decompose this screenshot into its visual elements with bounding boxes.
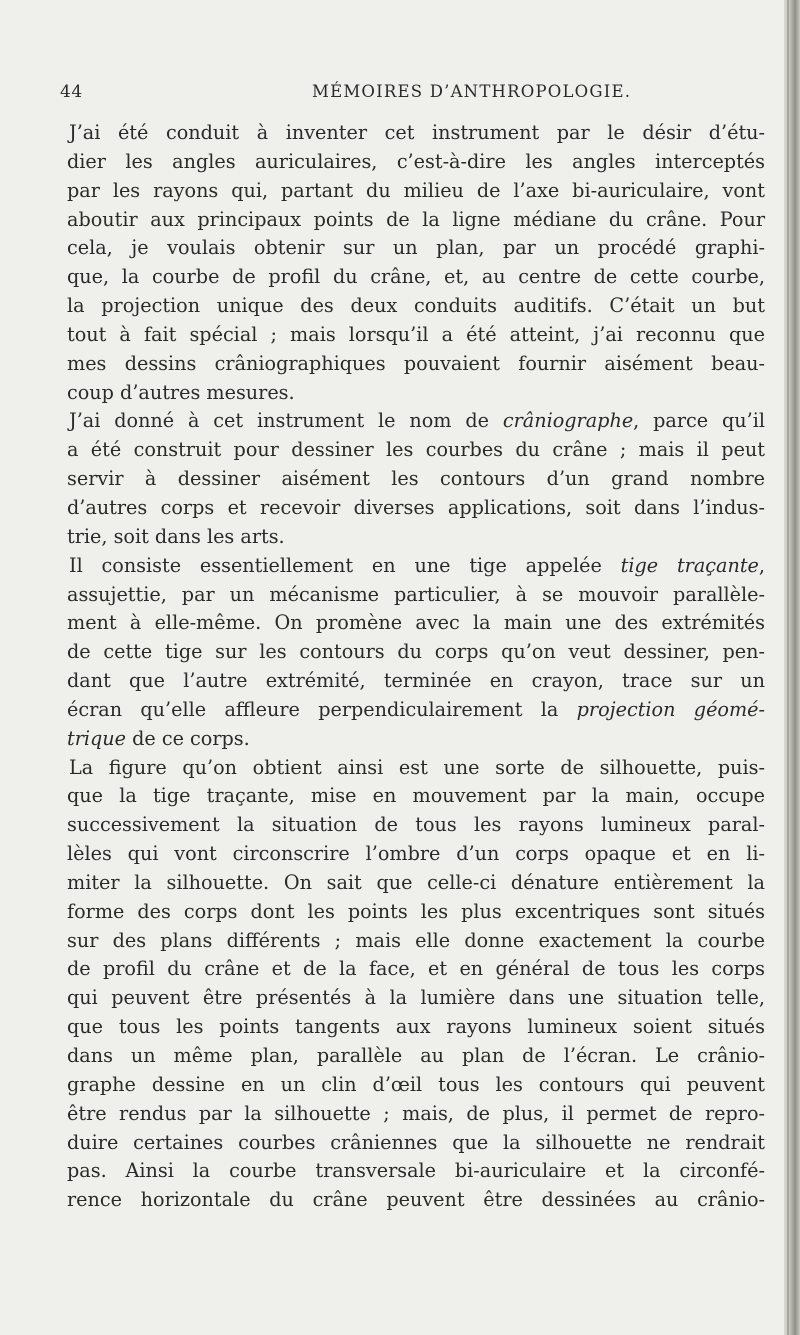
text-run: , xyxy=(758,553,765,577)
text-line: cela, je voulais obtenir sur un plan, par un procédé graphi- xyxy=(67,236,765,260)
text-line: dant que l’autre extrémité, terminée en crayon, trace sur un xyxy=(67,669,765,693)
italic-term: projection géomé- xyxy=(576,697,766,721)
text-line: servir à dessiner aisément les contours d’un grand nombre xyxy=(67,467,765,491)
text-line xyxy=(67,725,765,754)
text-run: de ce corps. xyxy=(126,726,250,750)
text-line: La figure qu’on obtient ainsi est une sorte de silhouette, puis- xyxy=(69,755,765,779)
text-line: que, la courbe de profil du crâne, et, au centre de cette courbe, xyxy=(67,265,765,289)
text-line xyxy=(67,407,765,436)
text-line xyxy=(67,552,765,581)
text-line: dans un même plan, parallèle au plan de l’écran. Le crânio- xyxy=(67,1044,765,1067)
text-line: coup d’autres mesures. xyxy=(67,380,295,404)
text-line: miter la silhouette. On sait que celle-ci dénature entièrement la xyxy=(67,870,765,894)
text-line: aboutir aux principaux points de la ligne médiane du crâne. Pour xyxy=(67,207,765,231)
text-line: mes dessins crâniographiques pouvaient fournir aisément beau- xyxy=(67,351,765,375)
running-head: MÉMOIRES D’ANTHROPOLOGIE. xyxy=(312,82,632,101)
italic-term: crâniographe xyxy=(502,409,634,433)
page-header xyxy=(60,82,760,106)
text-line: assujettie, par un mécanisme particulier, à se mouvoir parallèle- xyxy=(67,582,765,606)
body-text xyxy=(67,119,765,1215)
text-line: J’ai été conduit à inventer cet instrument par le désir d’étu- xyxy=(69,121,765,144)
text-line: lèles qui vont circonscrire l’ombre d’un corps opaque et en li- xyxy=(67,842,765,866)
text-line: d’autres corps et recevoir diverses applications, soit dans l’indus- xyxy=(67,495,765,519)
text-line: forme des corps dont les points les plus excentriques sont situés xyxy=(67,899,765,923)
text-run: , parce qu’il xyxy=(633,409,766,433)
text-line: sur des plans différents ; mais elle donne exactement la courbe xyxy=(67,928,765,952)
text-line: tout à fait spécial ; mais lorsqu’il a été atteint, j’ai reconnu que xyxy=(67,322,765,346)
italic-term: tige traçante xyxy=(620,553,759,577)
text-line: trie, soit dans les arts. xyxy=(67,524,285,548)
text-run: écran qu’elle affleure perpendiculairement la xyxy=(67,697,577,721)
text-line: que tous les points tangents aux rayons lumineux soient situés xyxy=(67,1015,765,1039)
text-line: pas. Ainsi la courbe transversale bi-auriculaire et la circonfé- xyxy=(67,1159,765,1183)
text-line: ment à elle-même. On promène avec la main une des extrémités xyxy=(67,611,765,635)
text-line: duire certaines courbes crâniennes que la silhouette ne rendrait xyxy=(67,1130,765,1154)
text-run: Il consiste essentiellement en une tige appelée xyxy=(69,553,621,577)
page-number: 44 xyxy=(60,82,83,102)
text-line: par les rayons qui, partant du milieu de l’axe bi-auriculaire, vont xyxy=(67,178,765,202)
text-line: de cette tige sur les contours du corps qu’on veut dessiner, pen- xyxy=(67,640,765,664)
text-line xyxy=(67,696,765,725)
text-run: J’ai donné à cet instrument le nom de xyxy=(69,409,503,433)
text-line: rence horizontale du crâne peuvent être dessinées au crânio- xyxy=(67,1188,765,1212)
text-line: graphe dessine en un clin d’œil tous les contours qui peuvent xyxy=(67,1072,765,1096)
text-line: a été construit pour dessiner les courbes du crâne ; mais il peut xyxy=(67,438,765,462)
text-line: successivement la situation de tous les rayons lumineux paral- xyxy=(67,813,765,837)
text-line: dier les angles auriculaires, c’est-à-dire les angles interceptés xyxy=(67,149,765,173)
text-line: la projection unique des deux conduits auditifs. C’était un but xyxy=(67,294,765,318)
italic-term: trique xyxy=(67,726,127,750)
text-line: que la tige traçante, mise en mouvement par la main, occupe xyxy=(67,784,765,808)
text-line: de profil du crâne et de la face, et en général de tous les corps xyxy=(67,957,765,981)
text-line: être rendus par la silhouette ; mais, de plus, il permet de repro- xyxy=(67,1101,765,1125)
text-line: qui peuvent être présentés à la lumière dans une situation telle, xyxy=(67,986,765,1010)
page-edge-binding xyxy=(784,0,800,1335)
